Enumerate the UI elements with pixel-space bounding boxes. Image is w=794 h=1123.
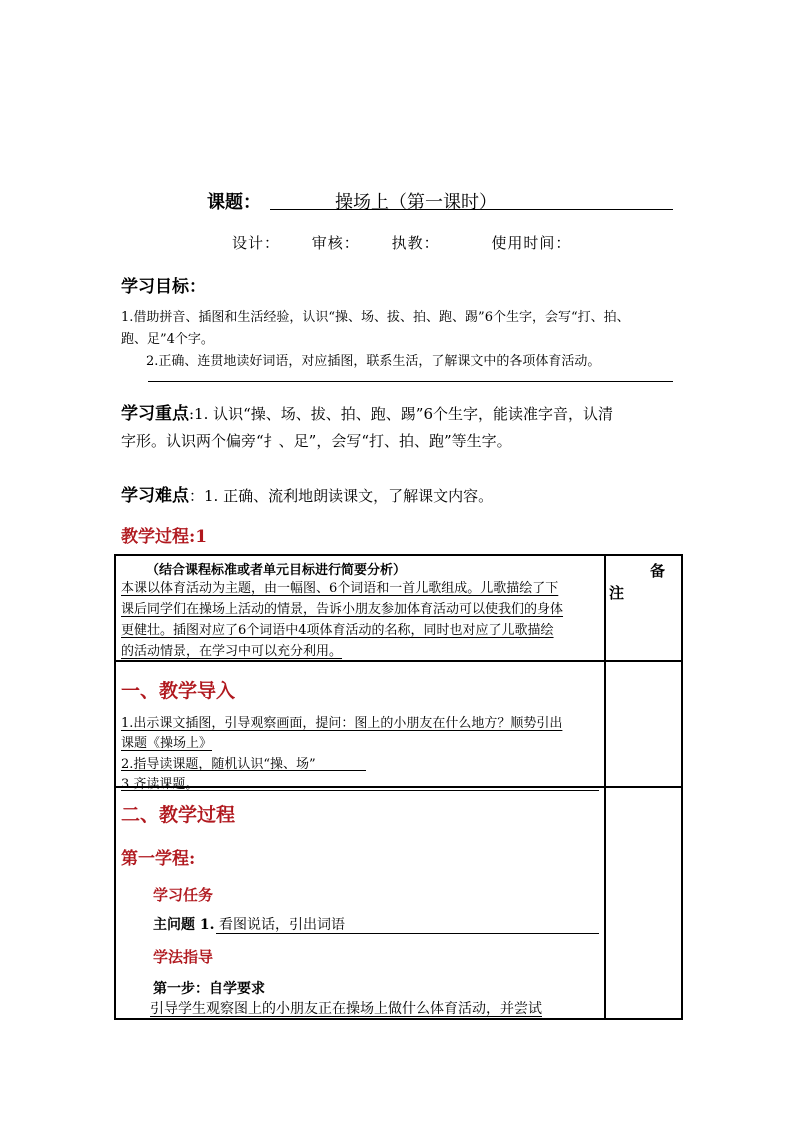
objectives-heading: 学习目标： xyxy=(121,277,206,297)
title-label: 课题： xyxy=(207,192,261,213)
note-char-2: 注 xyxy=(609,584,625,602)
objectives-divider xyxy=(148,381,673,382)
meta-design: 设计： xyxy=(232,234,281,252)
note-cell-3 xyxy=(605,787,682,1019)
analysis-cell xyxy=(115,555,605,661)
analysis-heading: （结合课程标准或者单元目标进行简要分析） xyxy=(146,563,407,578)
lesson-title: 操场上（第一课时） xyxy=(335,192,497,213)
difficulties-text: ：1. 正确、流利地朗读课文，了解课文内容。 xyxy=(189,487,494,505)
task-heading: 学习任务 xyxy=(153,886,214,904)
intro-item-2-underline xyxy=(121,770,366,771)
meta-review: 审核： xyxy=(311,234,360,252)
note-char-1: 备 xyxy=(650,562,666,580)
analysis-body xyxy=(121,578,601,662)
analysis-line: 的活动情景，在学习中可以充分利用。 xyxy=(121,644,343,659)
intro-heading: 一、教学导入 xyxy=(121,680,236,702)
note-cell xyxy=(605,555,682,661)
meta-row xyxy=(232,232,597,253)
objective-1-line-b: 跑、足”4个字。 xyxy=(121,332,214,347)
objective-2: 2.正确、连贯地读好词语，对应插图，联系生活，了解课文中的各项体育活动。 xyxy=(146,354,601,369)
analysis-line: 本课以体育活动为主题，由一幅图、6个词语和一首儿歌组成。儿歌描绘了下 xyxy=(121,581,559,596)
topic-label: 主问题 1. xyxy=(153,917,215,933)
intro-cell xyxy=(115,661,605,792)
key-points-label: 学习重点 xyxy=(121,404,189,424)
process-heading: 教学过程:1 xyxy=(121,527,208,547)
intro-item-1b: 课题《操场上》 xyxy=(121,736,213,751)
objective-1-line-a: 1.借助拼音、插图和生活经验，认识“操、场、拔、拍、跑、踢”6个生字，会写“打、拍、 xyxy=(121,310,630,325)
analysis-line: 更健壮。插图对应了6个词语中4项体育活动的名称，同时也对应了儿歌描绘 xyxy=(121,623,554,638)
key-points-line-1 xyxy=(121,399,613,424)
intro-item-1a: 1.出示课文插图，引导观察画面，提问：图上的小朋友在什么地方？顺势引出 xyxy=(121,716,563,731)
difficulties-line xyxy=(121,481,493,506)
analysis-line: 课后同学们在操场上活动的情景，告诉小朋友参加体育活动可以使我们的身体 xyxy=(121,602,564,617)
lesson-table xyxy=(114,554,683,1020)
stage-heading: 第一学程: xyxy=(121,849,196,869)
topic-underline xyxy=(216,933,599,934)
note-cell-2 xyxy=(605,661,682,787)
step-heading: 第一步：自学要求 xyxy=(153,981,265,997)
meta-teacher: 执教： xyxy=(391,234,440,252)
intro-item-2: 2.指导读课题，随机认识“操、场” xyxy=(121,757,316,772)
difficulties-label: 学习难点 xyxy=(121,486,189,506)
topic-line xyxy=(153,914,345,934)
intro-item-3: 3.齐读课题。 xyxy=(121,777,199,792)
key-points-line-2: 字形。认识两个偏旁“扌、足”，会写“打、拍、跑”等生字。 xyxy=(121,432,512,450)
process-section-heading: 二、教学过程 xyxy=(121,804,236,826)
meta-date: 使用时间： xyxy=(491,234,572,252)
step-text: 引导学生观察图上的小朋友正在操场上做什么体育活动，并尝试 xyxy=(150,1001,542,1017)
topic-text: 看图说话，引出词语 xyxy=(214,917,345,933)
method-heading: 学法指导 xyxy=(153,948,214,966)
process-cell xyxy=(115,787,605,1019)
key-points-text-1: :1. 认识“操、场、拔、拍、跑、踢”6个生字，能读准字音，认清 xyxy=(189,405,614,423)
